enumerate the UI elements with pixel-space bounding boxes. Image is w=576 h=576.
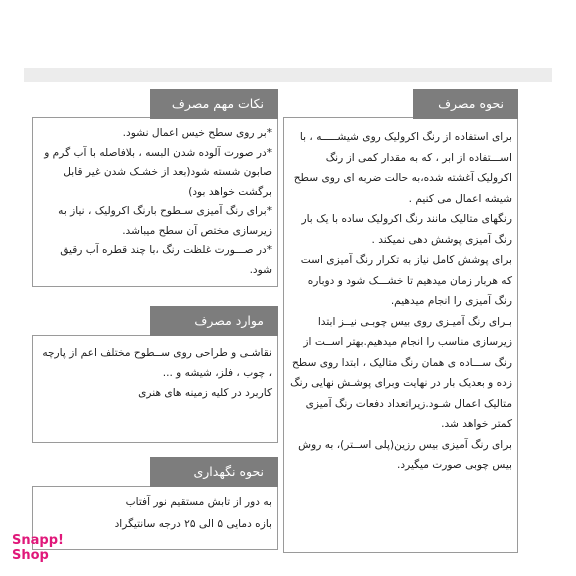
application-item: نقاشـی و طراحی روی ســطوح مختلف اعم از پارچه ، چوب ، فلز، شیشه و ...	[42, 347, 272, 379]
usage-paragraph: برای رنگ آمیزی بیس رزین(پلی اســتر)، به روش بیس چوبی صورت میگیرد.	[298, 438, 512, 471]
note-item: *بر روی سطح خیس اعمال نشود.	[122, 127, 272, 139]
note-item: *برای رنگ آمیزی سـطوح بارنگ اکرولیک ، نیاز به زیرسازی مختص آن سطح میباشد.	[58, 205, 272, 237]
logo-line-1: Snapp!	[12, 533, 64, 548]
usage-paragraph: رنگهای متالیک مانند رنگ اکرولیک ساده با یک بار رنگ آمیزی پوشش دهی نمیکند .	[301, 213, 512, 246]
note-item: *در صورت آلوده شدن البسه ، بلافاصله با آب گرم و صابون شسته شود(بعد از خشـک شدن غیر قابل برگشت خواهد بود)	[44, 146, 272, 198]
usage-method-header	[413, 89, 518, 119]
applications-header	[150, 306, 278, 336]
important-notes-text	[40, 124, 272, 280]
applications-text	[40, 343, 272, 403]
storage-header	[150, 457, 278, 487]
important-notes-header	[150, 89, 278, 119]
usage-paragraph: بـرای رنگ آمیـزی روی بیس چوبـی نیــز ابتدا زیرسازی مناسب را انجام میدهیم.بهتر اســت از رنگ ســـاده ی همان رنگ متالیک ، ابتدا روی سطح زده و بعدیک بار در نهایت وبرای پوشـش نهایی رنگ متالیک اعمال شـود.زیراتعداد دفعات رنگ آمیزی کمتر خواهد شد.	[290, 315, 512, 430]
usage-method-title: نحوه مصرف	[438, 96, 504, 111]
usage-paragraph: برای پوشش کامل نیاز به تکرار رنگ آمیزی است که هربار زمان میدهیم تا خشـــک شود و دوباره رنگ آمیزی را انجام میدهیم.	[300, 254, 512, 307]
top-band	[24, 68, 552, 82]
logo-line-2: Shop	[12, 548, 49, 563]
important-notes-title: نکات مهم مصرف	[171, 96, 264, 111]
usage-method-text	[290, 127, 512, 476]
storage-item: بازه دمایی ۵ الی ۲۵ درجه سانتیگراد	[114, 518, 272, 530]
snappshop-logo	[12, 533, 72, 563]
storage-title: نحوه نگهداری	[193, 464, 264, 479]
applications-title: موارد مصرف	[194, 313, 264, 328]
storage-item: به دور از تابش مستقیم نور آفتاب	[125, 496, 272, 508]
usage-paragraph: برای استفاده از رنگ اکرولیک روی شیشـــــه ، با اســـتفاده از ابر ، که به مقدار کمی از رنگ اکرولیک آغشته شده،به حالت ضربه ای روی سطح شیشه اعمال می کنیم .	[293, 131, 512, 205]
note-item: *در صـــورت غلظت رنگ ،با چند قطره آب رقیق شود.	[60, 244, 272, 276]
storage-text	[40, 491, 272, 535]
application-item: کاربرد در کلیه زمینه های هنری	[138, 387, 272, 399]
